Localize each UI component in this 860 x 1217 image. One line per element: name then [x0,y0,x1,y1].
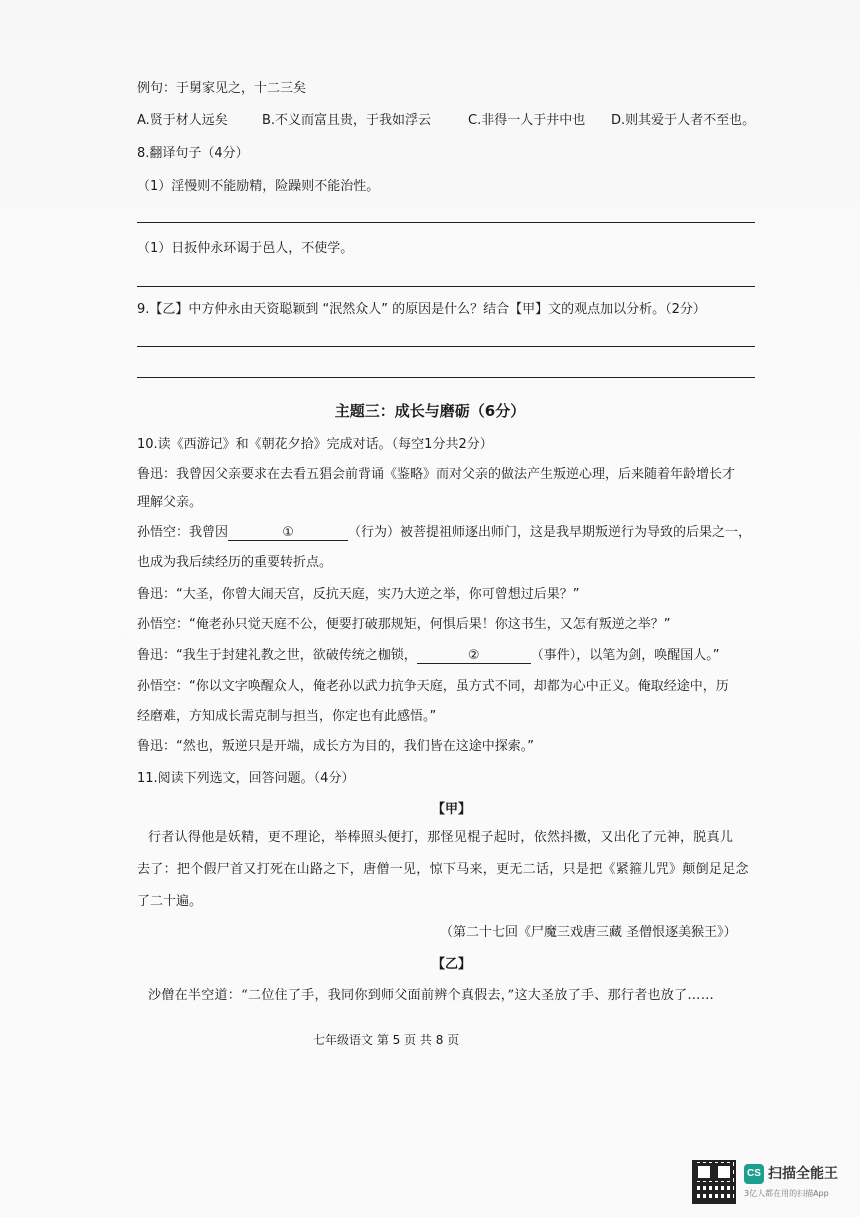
jia-text-1: 行者认得他是妖精，更不理论，举棒照头便打，那怪见棍子起时，依然抖擞，又出化了元神，脱真儿 [148,830,734,845]
luxun-line-2: 鲁迅：“大圣，你曾大闹天宫，反抗天庭，实乃大逆之举，你可曾想过后果？” [137,587,580,602]
scanner-watermark [682,1158,838,1206]
option-b: B.不义而富且贵，于我如浮云 [262,113,432,128]
option-d: D.则其爱于人者不至也。 [611,113,756,128]
answer-line-4 [137,377,755,378]
lu3-suffix: （事件），以笔为剑，唤醒国人。” [530,648,720,663]
q8-title: 8.翻译句子（4分） [137,146,249,161]
option-c: C.非得一人于井中也 [468,113,586,128]
q11-title: 11.阅读下列选文，回答问题。（4分） [137,771,355,786]
watermark-name: 扫描全能王 [768,1166,838,1182]
theme3-heading: 主题三：成长与磨砺（6分） [334,402,526,420]
sunwukong-line-3b: 经磨难，方知成长需克制与担当，你定也有此感悟。” [137,709,437,724]
q8-sentence-2: （1）日扳仲永环谒于邑人，不使学。 [137,241,354,256]
jia-source: （第二十七回《尸魔三戏唐三藏 圣僧恨逐美猴王》） [440,925,737,940]
sun1-prefix: 孙悟空：我曾因 [137,525,229,540]
sun1-suffix: （行为）被菩提祖师逐出师门，这是我早期叛逆行为导致的后果之一， [348,525,752,540]
blank-1[interactable]: ① [228,525,348,541]
luxun-line-1b: 理解父亲。 [137,495,203,510]
camscanner-logo-icon: CS [744,1164,764,1184]
luxun-line-4: 鲁迅：“然也，叛逆只是开端，成长方为目的，我们皆在这途中探索。” [137,739,534,754]
blank-2[interactable]: ② [417,648,531,664]
lu3-prefix: 鲁迅：“我生于封建礼教之世，欲破传统之枷锁， [137,648,417,663]
option-a: A.贤于材人远矣 [137,113,228,128]
answer-line-2 [137,286,755,287]
jia-label: 【甲】 [432,802,472,817]
watermark-subtitle: 3亿人都在用的扫描App [744,1189,829,1198]
q9-text: 9.【乙】中方仲永由天资聪颖到 “泯然众人” 的原因是什么？结合【甲】文的观点加以分析。（2分） [137,302,706,317]
jia-text-2: 去了：把个假尸首又打死在山路之下，唐僧一见，惊下马来，更无二话，只是把《紧箍儿咒》颠倒足足念 [137,862,749,877]
yi-text-1: 沙僧在半空道：“二位住了手，我同你到师父面前辨个真假去，”这大圣放了手、那行者也放了…… [148,988,714,1003]
luxun-line-3 [137,647,720,665]
qr-code-icon [692,1160,736,1204]
yi-label: 【乙】 [432,957,472,972]
page-footer: 七年级语文 第 5 页 共 8 页 [313,1033,460,1047]
answer-line-3 [137,346,755,347]
sunwukong-line-1b: 也成为我后续经历的重要转折点。 [137,555,333,570]
answer-line-1 [137,222,755,223]
sunwukong-line-3a: 孙悟空：“你以文字唤醒众人，俺老孙以武力抗争天庭，虽方式不同，却都为心中正义。俺取经途中，历 [137,679,729,694]
sunwukong-line-1a [137,524,751,542]
luxun-line-1a: 鲁迅：我曾因父亲要求在去看五猖会前背诵《鉴略》而对父亲的做法产生叛逆心理，后来随着年龄增长才 [137,467,736,482]
q10-title: 10.读《西游记》和《朝花夕拾》完成对话。（每空1分共2分） [137,437,493,452]
sunwukong-line-2: 孙悟空：“俺老孙只觉天庭不公，便要打破那规矩，何惧后果！你这书生，又怎有叛逆之举？” [137,617,671,632]
example-sentence: 例句：于舅家见之，十二三矣 [137,81,307,96]
jia-text-3: 了二十遍。 [137,894,203,909]
q8-sentence-1: （1）淫慢则不能励精，险躁则不能治性。 [137,179,380,194]
